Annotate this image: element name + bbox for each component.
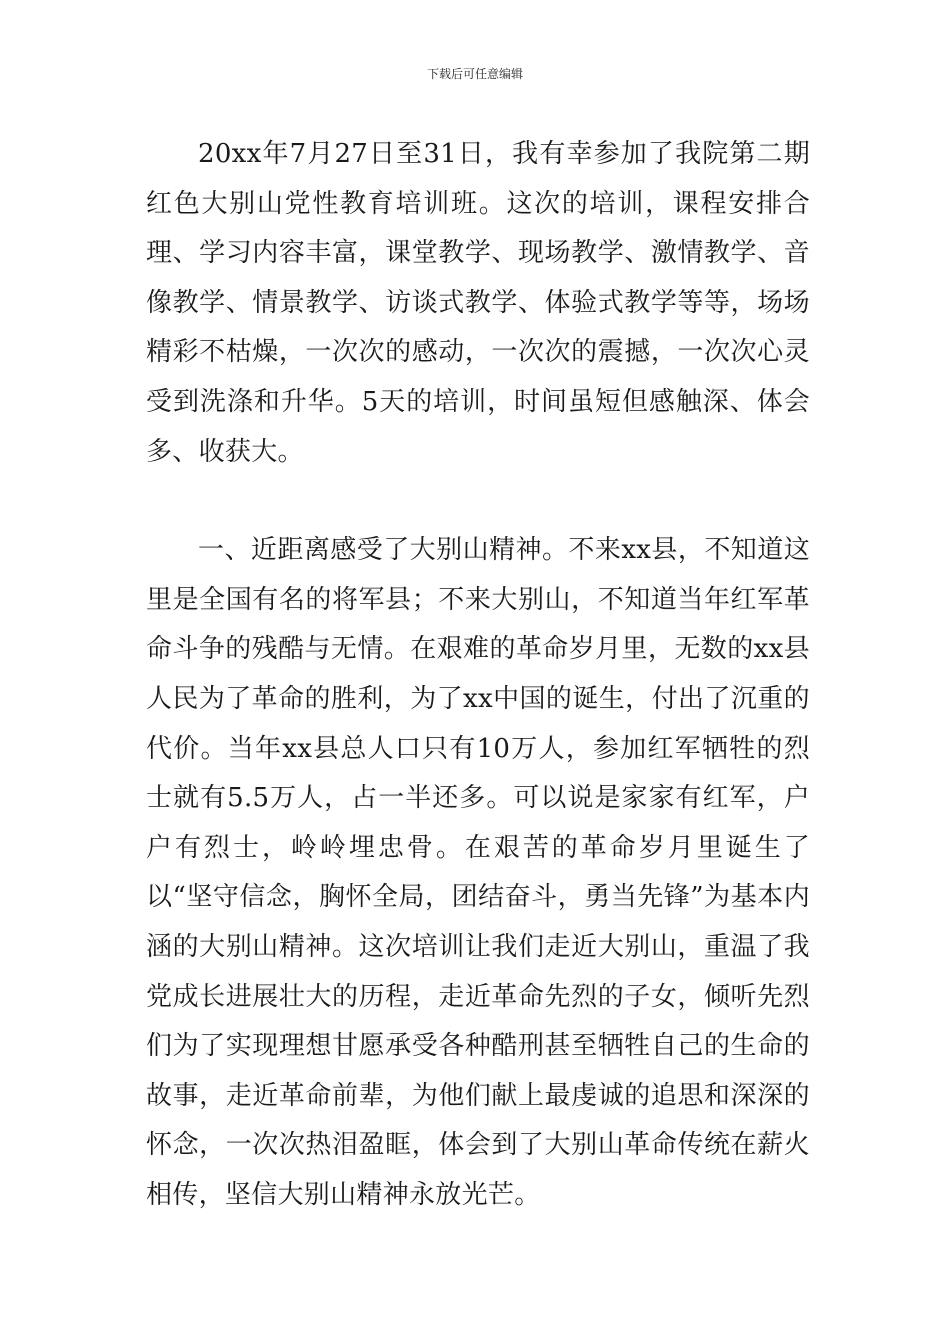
page-header: 下载后可任意编辑: [426, 67, 523, 81]
paragraph-intro: 20xx年7月27日至31日，我有幸参加了我院第二期红色大别山党性教育培训班。这次的培训，课程安排合理、学习内容丰富，课堂教学、现场教学、激情教学、音像教学、情景教学、访谈式教学、体验式教学等等，场场精彩不枯燥，一次次的感动，一次次的震撼，一次次心灵受到洗涤和升华。5天的培训，时间虽短但感触深、体会多、收获大。: [146, 139, 810, 467]
document-body: [146, 130, 810, 1220]
paragraph-section-one: 一、近距离感受了大别山精神。不来xx县，不知道这里是全国有名的将军县；不来大别山，不知道当年红军革命斗争的残酷与无情。在艰难的革命岁月里，无数的xx县人民为了革命的胜利，为了xx中国的诞生，付出了沉重的代价。当年xx县总人口只有10万人，参加红军牺牲的烈士就有5.5万人，占一半还多。可以说是家家有红军，户户有烈士，岭岭埋忠骨。在艰苦的革命岁月里诞生了以“坚守信念，胸怀全局，团结奋斗，勇当先锋”为基本内涵的大别山精神。这次培训让我们走近大别山，重温了我党成长进展壮大的历程，走近革命先烈的子女，倾听先烈们为了实现理想甘愿承受各种酷刑甚至牺牲自己的生命的故事，走近革命前辈，为他们献上最虔诚的追思和深深的怀念，一次次热泪盈眶，体会到了大别山革命传统在薪火相传，坚信大别山精神永放光芒。: [146, 535, 810, 1210]
